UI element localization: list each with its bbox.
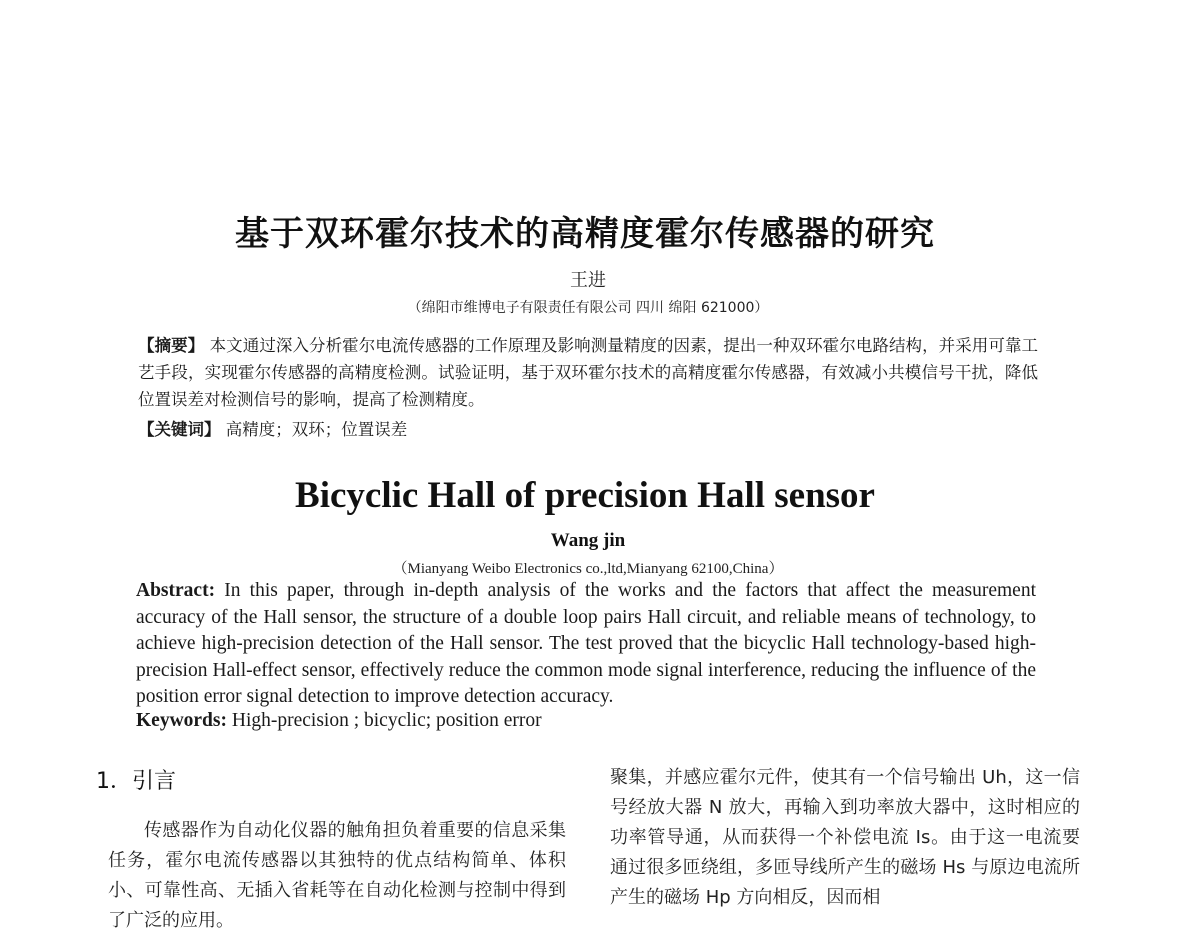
english-keywords	[136, 708, 1036, 734]
english-affiliation: （Mianyang Weibo Electronics co.,ltd,Mianyang 62100,China）	[392, 561, 784, 577]
chinese-keywords	[138, 416, 1038, 443]
chinese-abstract	[138, 332, 1038, 413]
chinese-title: 基于双环霍尔技术的高精度霍尔传感器的研究	[235, 214, 935, 254]
chinese-author: 王进	[570, 270, 606, 291]
english-abstract-label: Abstract:	[136, 580, 216, 601]
chinese-affiliation: （绵阳市维博电子有限责任有限公司 四川 绵阳 621000）	[407, 300, 769, 316]
chinese-keywords-text: 高精度；双环；位置误差	[225, 420, 408, 439]
english-abstract	[136, 578, 1036, 711]
body-left-column	[108, 816, 566, 936]
chinese-abstract-text: 本文通过深入分析霍尔电流传感器的工作原理及影响测量精度的因素，提出一种双环霍尔电路结构，并采用可靠工艺手段，实现霍尔传感器的高精度检测。试验证明，基于双环霍尔技术的高精度霍尔传感器，有效减小共模信号干扰，降低位置误差对检测信号的影响，提高了检测精度。	[138, 336, 1039, 409]
body-right-column	[610, 763, 1080, 913]
english-author: Wang jin	[550, 530, 626, 551]
english-keywords-text: High-precision ; bicyclic; position error	[231, 710, 542, 731]
english-title: Bicyclic Hall of precision Hall sensor	[295, 475, 875, 516]
body-right-paragraph: 聚集，并感应霍尔元件，使其有一个信号输出 Uh，这一信号经放大器 N 放大，再输入到功率放大器中，这时相应的功率管导通，从而获得一个补偿电流 Is。由于这一电流要通过很多匝绕组，多匝导线所产生的磁场 Hs 与原边电流所产生的磁场 Hp 方向相反，因而相	[610, 767, 1080, 908]
chinese-abstract-label: 【摘要】	[138, 336, 205, 355]
body-left-paragraph: 传感器作为自动化仪器的触角担负着重要的信息采集任务，霍尔电流传感器以其独特的优点结构简单、体积小、可靠性高、无插入省耗等在自动化检测与控制中得到了广泛的应用。	[108, 820, 566, 931]
chinese-keywords-label: 【关键词】	[138, 420, 221, 439]
english-keywords-label: Keywords:	[136, 710, 227, 731]
section-heading-introduction: 1．引言	[96, 769, 176, 794]
english-abstract-text: In this paper, through in-depth analysis of the works and the factors that affect the measurement accuracy of the Hall sensor, the structure of a double loop pairs Hall circuit, and reliable means of technology, to achieve high-precision detection of the Hall sensor. The test proved that the bicyclic Hall technology-based high-precision Hall-effect sensor, effectively reduce the common mode signal interference, reducing the influence of the position error signal detection to improve detection accuracy.	[136, 580, 1036, 707]
